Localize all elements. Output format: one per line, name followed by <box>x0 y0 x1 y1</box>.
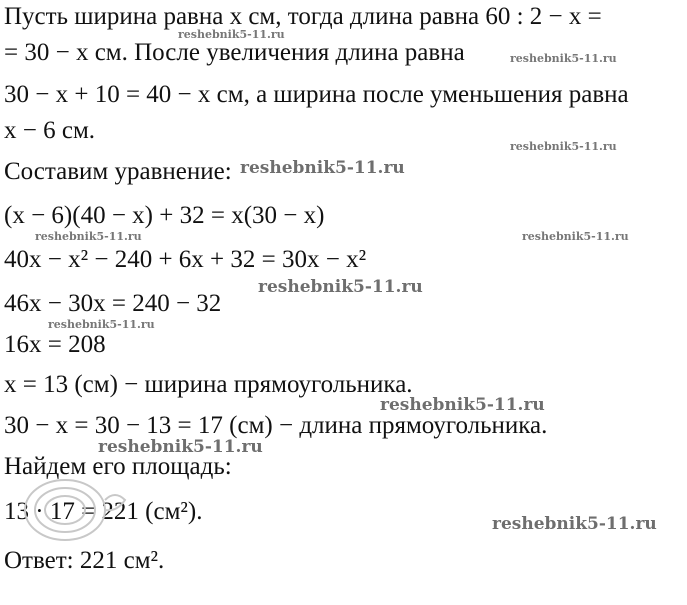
text-line-7: 40x − x² − 240 + 6x + 32 = 30x − x² <box>4 246 367 273</box>
text-line-12: Найдем его площадь: <box>4 453 232 480</box>
text-line-4: x − 6 см. <box>4 117 96 144</box>
text-line-5: Составим уравнение: <box>4 158 232 185</box>
text-line-10: x = 13 (см) − ширина прямоугольника. <box>4 371 413 398</box>
watermark: reshebnik5-11.ru <box>258 277 423 297</box>
text-line-13: 13 · 17 = 221 (см²). <box>4 498 203 525</box>
text-line-8: 46x − 30x = 240 − 32 <box>4 290 222 317</box>
text-line-14: Ответ: 221 см². <box>4 547 165 574</box>
text-line-11: 30 − x = 30 − 13 = 17 (см) − длина прямоугольника. <box>4 412 548 439</box>
watermark: reshebnik5-11.ru <box>48 318 155 331</box>
watermark: reshebnik5-11.ru <box>510 140 617 153</box>
watermark: reshebnik5-11.ru <box>35 230 142 243</box>
watermark: reshebnik5-11.ru <box>522 230 629 243</box>
watermark: reshebnik5-11.ru <box>510 52 617 65</box>
watermark: reshebnik5-11.ru <box>178 28 285 41</box>
watermark: reshebnik5-11.ru <box>98 437 263 457</box>
stamp-watermark-icon <box>20 470 140 550</box>
text-line-9: 16x = 208 <box>4 331 106 358</box>
text-line-1: Пусть ширина равна x см, тогда длина равна 60 : 2 − x = <box>4 3 602 30</box>
text-line-3: 30 − x + 10 = 40 − x см, а ширина после уменьшения равна <box>4 81 629 108</box>
text-line-2: = 30 − x см. После увеличения длина равна <box>4 39 465 66</box>
watermark: reshebnik5-11.ru <box>380 395 545 415</box>
watermark: reshebnik5-11.ru <box>492 514 657 534</box>
text-line-6: (x − 6)(40 − x) + 32 = x(30 − x) <box>4 202 325 229</box>
watermark: reshebnik5-11.ru <box>240 158 405 178</box>
